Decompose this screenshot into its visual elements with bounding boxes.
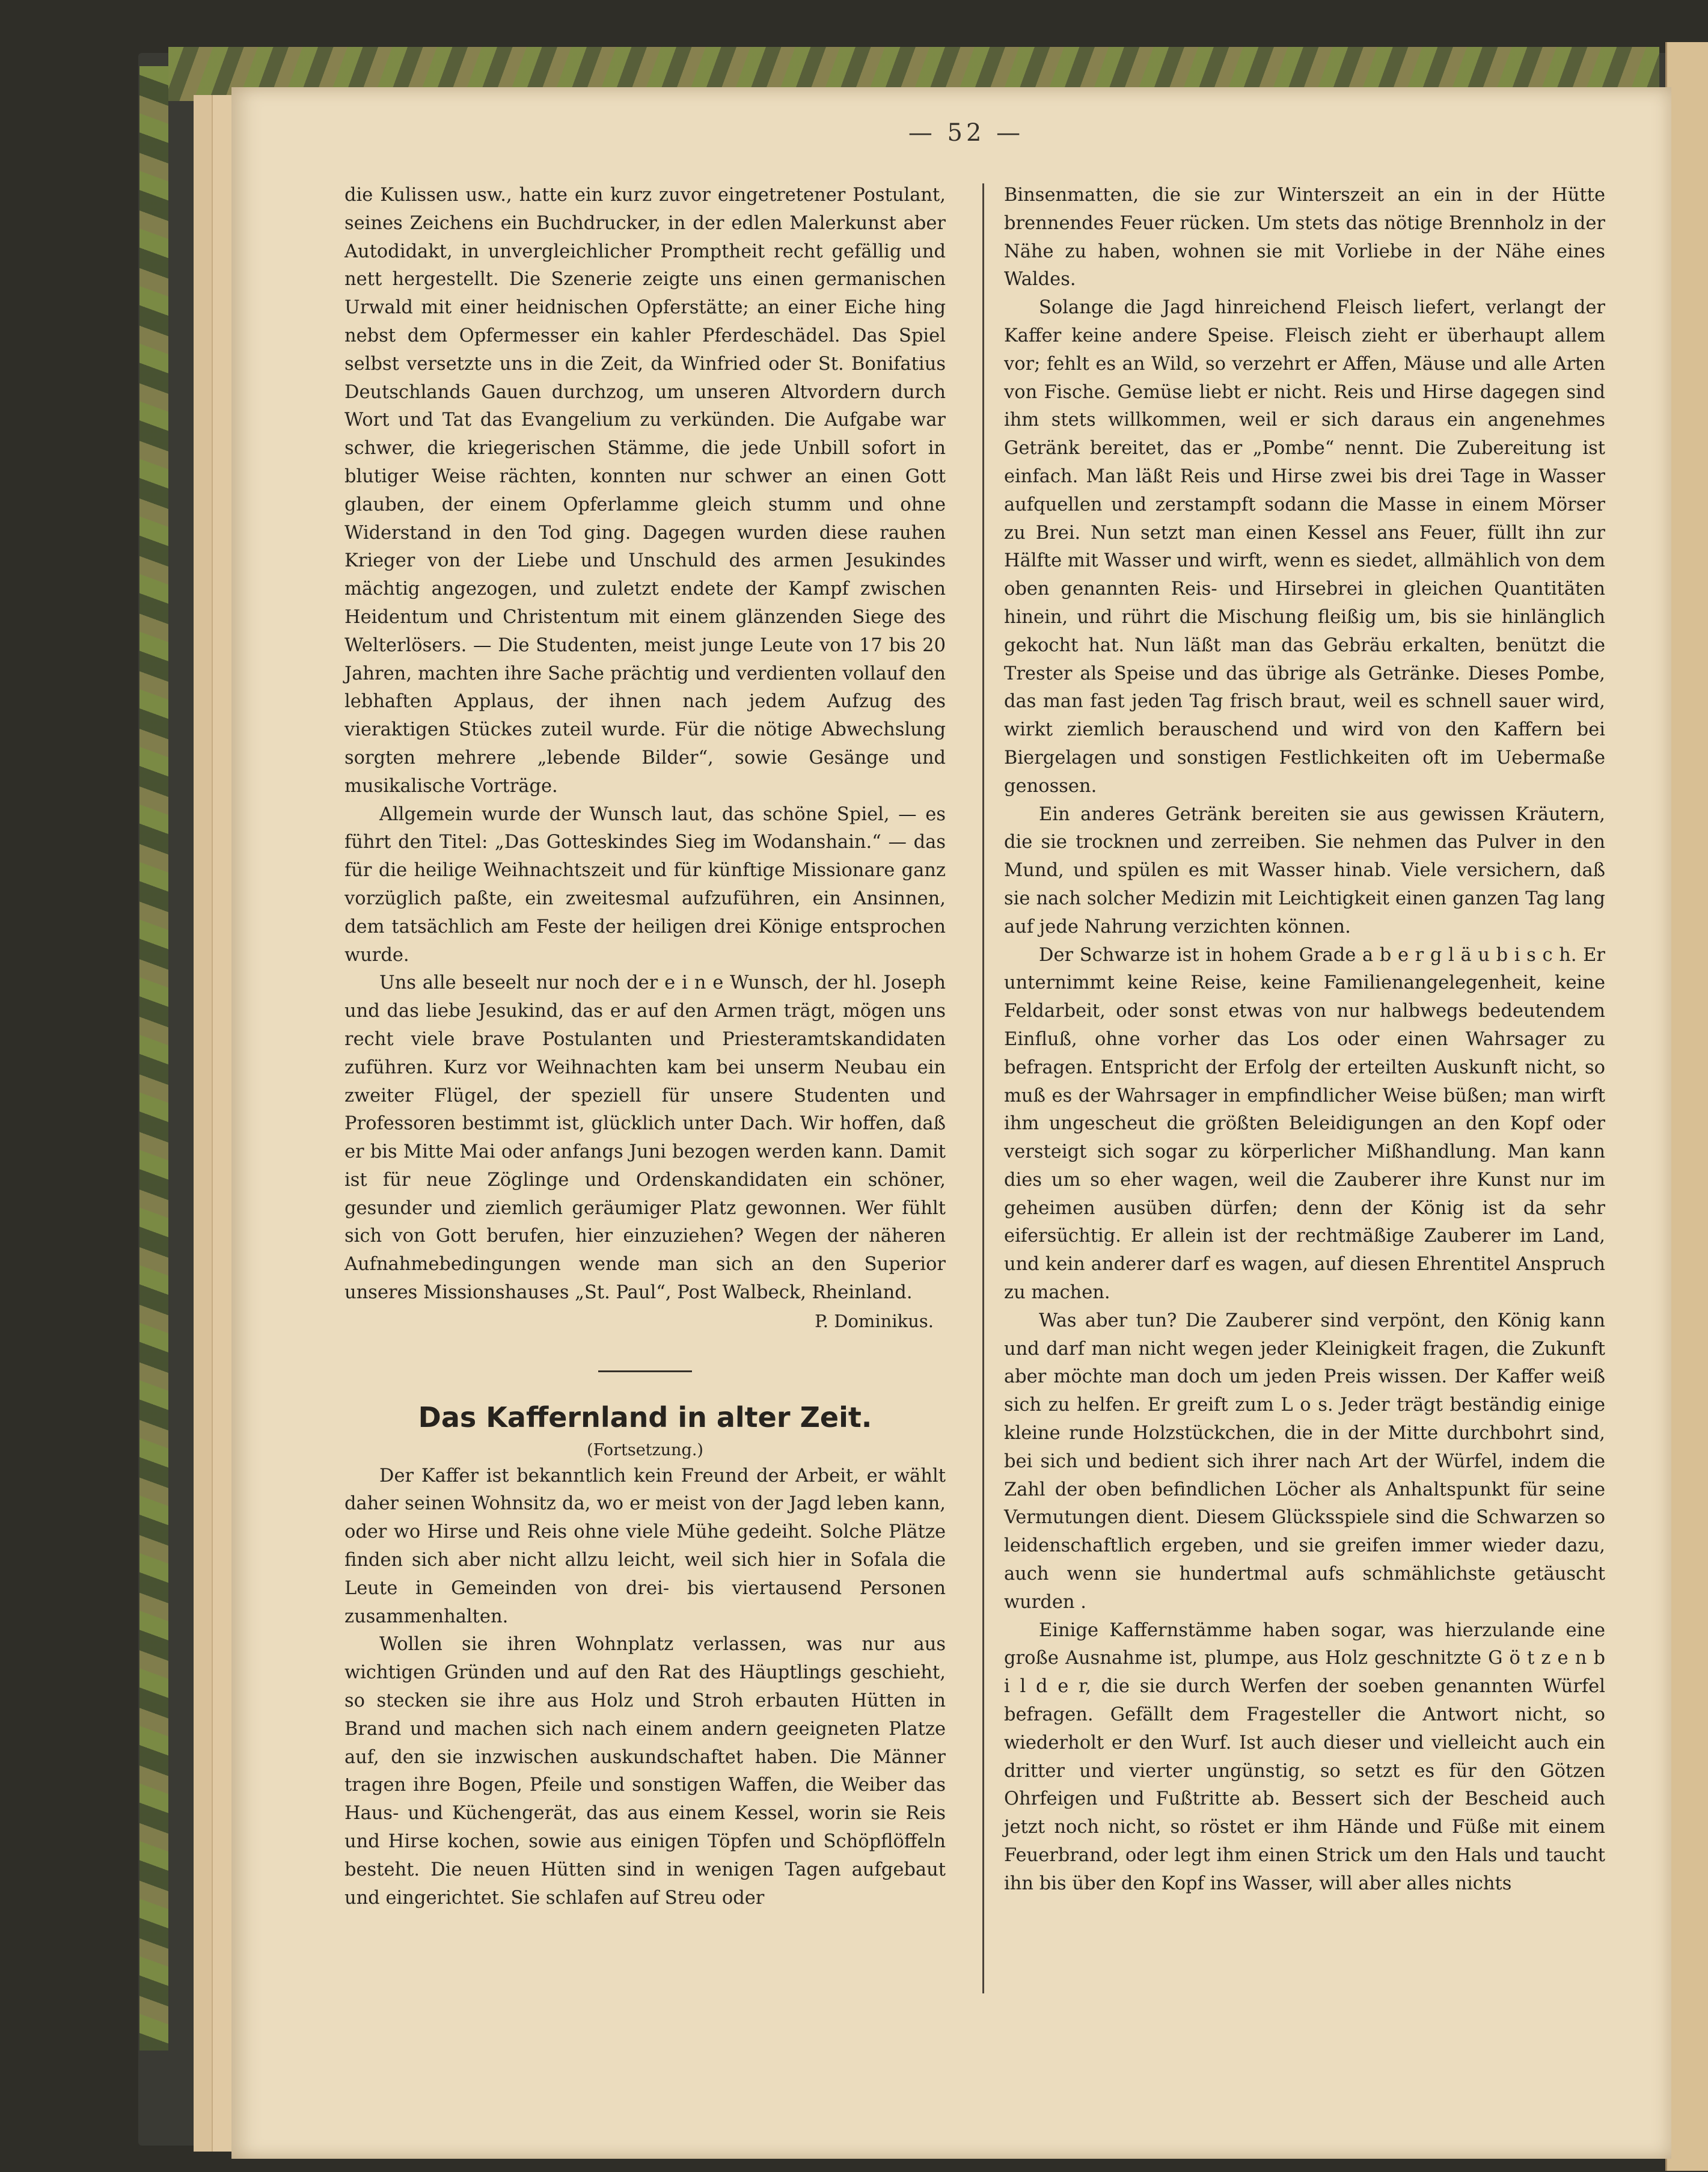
paragraph: Einige Kaffernstämme haben sogar, was hierzulande eine große Ausnahme ist, plumpe, aus Holz geschnitzte G ö t z e n b i l d e r, die sie durch Werfen der soeben genannten Würfel befragen. Gefällt dem Fragesteller die Antwort nicht, so wiederholt er den Wurf. Ist auch dieser und vielleicht auch ein dritter und vierter ungünstig, so setzt es für den Götzen Ohrfeigen und Fußtritte ab. Bessert sich der Bescheid auch jetzt noch nicht, so röstet er ihm Hände und Füße mit einem Feuerbrand, oder legt ihm einen Strick um den Hals und taucht ihn bis über den Kopf ins Wasser, will aber alles nichts bbox=[1004, 1619, 1605, 1894]
left-column bbox=[344, 182, 946, 1912]
paragraph: Solange die Jagd hinreichend Fleisch liefert, verlangt der Kaffer keine andere Speise. Fleisch zieht er überhaupt allem vor; fehlt es an Wild, so verzehrt er Affen, Mäuse und alle Arten von Fische. Gemüse liebt er nicht. Reis und Hirse dagegen sind ihm stets willkommen, weil er sich daraus ein angenehmes Getränk bereitet, das er „Pombe“ nennt. Die Zubereitung ist einfach. Man läßt Reis und Hirse zwei bis drei Tage in Wasser aufquellen und zerstampft sodann die Masse in einem Mörser zu Brei. Nun setzt man einen Kessel ans Feuer, füllt ihn zur Hälfte mit Wasser und wirft, wenn es siedet, allmählich von dem oben genannten Reis- und Hirsebrei in gleichen Quantitäten hinein, und rührt die Mischung fleißig um, bis sie hinlänglich gekocht hat. Nun läßt man das Gebräu erkalten, benützt die Trester als Speise und das übrige als Getränke. Dieses Pombe, das man fast jeden Tag frisch braut, weil es schnell sauer wird, wirkt ziemlich berauschend und wird von den Kaffern bei Biergelagen und sonstigen Festlichkeiten oft im Uebermaße genossen. bbox=[1004, 297, 1605, 797]
paragraph: Binsenmatten, die sie zur Winterszeit an ein in der Hütte brennendes Feuer rücken. Um stets das nötige Brennholz in der Nähe zu haben, wohnen sie mit Vorliebe in der Nähe eines Waldes. bbox=[1004, 185, 1605, 290]
paragraph: Ein anderes Getränk bereiten sie aus gewissen Kräutern, die sie trocknen und zerreiben. Sie nehmen das Pulver in den Mund, und spülen es mit Wasser hinab. Viele versichern, daß sie nach solcher Medizin mit Leichtigkeit einen ganzen Tag lang auf jede Nahrung verzichten können. bbox=[1004, 803, 1605, 937]
column-divider bbox=[982, 183, 984, 1993]
facing-page-edge bbox=[1665, 42, 1708, 2171]
paragraph: Der Kaffer ist bekanntlich kein Freund der Arbeit, er wählt daher seinen Wohnsitz da, wo er meist von der Jagd leben kann, oder wo Hirse und Reis ohne viele Mühe gedeiht. Solche Plätze finden sich aber nicht allzu leicht, weil sich hier in Sofala die Leute in Gemeinden von drei- bis viertausend Personen zusammenhalten. bbox=[344, 1465, 946, 1627]
paragraph: Was aber tun? Die Zauberer sind verpönt, den König kann und darf man nicht wegen jeder Kleinigkeit fragen, die Zukunft aber möchte man doch um jeden Preis wissen. Der Kaffer weiß sich zu helfen. Er greift zum L o s. Jeder trägt beständig einige kleine runde Holzstückchen, die in der Mitte durchbohrt sind, bei sich und bedient sich ihrer nach Art der Würfel, indem die Zahl der oben befindlichen Löcher als Anhaltspunkt für seine Vermutungen dient. Diesem Glücksspiele sind die Schwarzen so leidenschaftlich ergeben, und sie greifen immer wieder dazu, auch wenn sie hundertmal aufs schmählichste getäuscht wurden . bbox=[1004, 1310, 1605, 1613]
marbled-cover-left bbox=[139, 66, 168, 2051]
article-title: Das Kaffernland in alter Zeit. bbox=[418, 1400, 872, 1434]
article-subtitle: (Fortsetzung.) bbox=[587, 1440, 703, 1459]
author-signature: P. Dominikus. bbox=[815, 1310, 934, 1331]
section-rule bbox=[598, 1370, 692, 1372]
right-column bbox=[1004, 182, 1605, 1898]
paragraph: Der Schwarze ist in hohem Grade a b e r g l ä u b i s c h. Er unternimmt keine Reise, keine Familienangelegenheit, keine Feldarbeit, oder sonst etwas von nur halbwegs bedeutendem Einfluß, ohne vorher das Los oder einen Wahrsager zu befragen. Entspricht der Erfolg der erteilten Auskunft nicht, so muß es der Wahrsager in empfindlicher Weise büßen; man wirft ihm ungescheut die größten Beleidigungen an den Kopf oder versteigt sich sogar zu körperlicher Mißhandlung. Man kann dies um so eher wagen, weil die Zauberer ihre Kunst nur im geheimen ausüben dürfen; denn der König ist da sehr eifersüchtig. Er allein ist der rechtmäßige Zauberer im Land, und kein anderer darf es wagen, auf diesen Ehrentitel Anspruch zu machen. bbox=[1004, 944, 1605, 1304]
paragraph: Wollen sie ihren Wohnplatz verlassen, was nur aus wichtigen Gründen und auf den Rat des Häuptlings geschieht, so stecken sie ihre aus Holz und Stroh erbauten Hütten in Brand und machen sich nach einem andern geeigneten Platze auf, den sie inzwischen auskundschaftet haben. Die Männer tragen ihre Bogen, Pfeile und sonstigen Waffen, die Weiber das Haus- und Küchengerät, das aus einem Kessel, worin sie Reis und Hirse kochen, sowie aus einigen Töpfen und Schöpflöffeln besteht. Die neuen Hütten sind in wenigen Tagen aufgebaut und eingerichtet. Sie schlafen auf Streu oder bbox=[344, 1634, 946, 1909]
paragraph: die Kulissen usw., hatte ein kurz zuvor eingetretener Postulant, seines Zeichens ein Buchdrucker, in der edlen Malerkunst aber Autodidakt, in unvergleichlicher Promptheit recht gefällig und nett hergestellt. Die Szenerie zeigte uns einen germanischen Urwald mit einer heidnischen Opferstätte; an einer Eiche hing nebst dem Opfermesser ein kahler Pferdeschädel. Das Spiel selbst versetzte uns in die Zeit, da Winfried oder St. Bonifatius Deutschlands Gauen durchzog, um unseren Altvordern durch Wort und Tat das Evangelium zu verkünden. Die Aufgabe war schwer, die kriegerischen Stämme, die jede Unbill sofort in blutiger Weise rächten, konnten nur schwer an einen Gott glauben, der einem Opferlamme gleich stumm und ohne Widerstand in den Tod ging. Dagegen wurden diese rauhen Krieger von der Liebe und Unschuld des armen Jesukindes mächtig angezogen, und zuletzt endete der Kampf zwischen Heidentum und Christentum mit einem glänzenden Siege des Welterlösers. — Die Studenten, meist junge Leute von 17 bis 20 Jahren, machten ihre Sache prächtig und verdienten vollauf den lebhaften Applaus, der ihnen nach jedem Aufzug des vieraktigen Stückes zuteil wurde. Für die nötige Abwechslung sorgten mehrere „lebende Bilder“, sowie Gesänge und musikalische Vorträge. bbox=[344, 185, 946, 797]
paragraph: Allgemein wurde der Wunsch laut, das schöne Spiel, — es führt den Titel: „Das Gotteskindes Sieg im Wodanshain.“ — das für die heilige Weihnachtszeit und für künftige Missionare ganz vorzüglich paßte, ein zweitesmal aufzuführen, ein Ansinnen, dem tatsächlich am Feste der heiligen drei Könige entsprochen wurde. bbox=[344, 803, 946, 966]
paragraph: Uns alle beseelt nur noch der e i n e Wunsch, der hl. Joseph und das liebe Jesukind, das er auf den Armen trägt, mögen uns recht viele brave Postulanten und Priesteramtskandidaten zuführen. Kurz vor Weihnachten kam bei unserm Neubau ein zweiter Flügel, der speziell für unsere Studenten und Professoren bestimmt ist, glücklich unter Dach. Wir hoffen, daß er bis Mitte Mai oder anfangs Juni bezogen werden kann. Damit ist für neue Zöglinge und Ordenskandidaten ein schöner, gesunder und ziemlich geräumiger Platz gewonnen. Wer fühlt sich von Gott berufen, hier einzuziehen? Wegen der näheren Aufnahmebedingungen wende man sich an den Superior unseres Missionshauses „St. Paul“, Post Walbeck, Rheinland. bbox=[344, 972, 946, 1304]
page-number: — 52 — bbox=[908, 119, 1024, 147]
